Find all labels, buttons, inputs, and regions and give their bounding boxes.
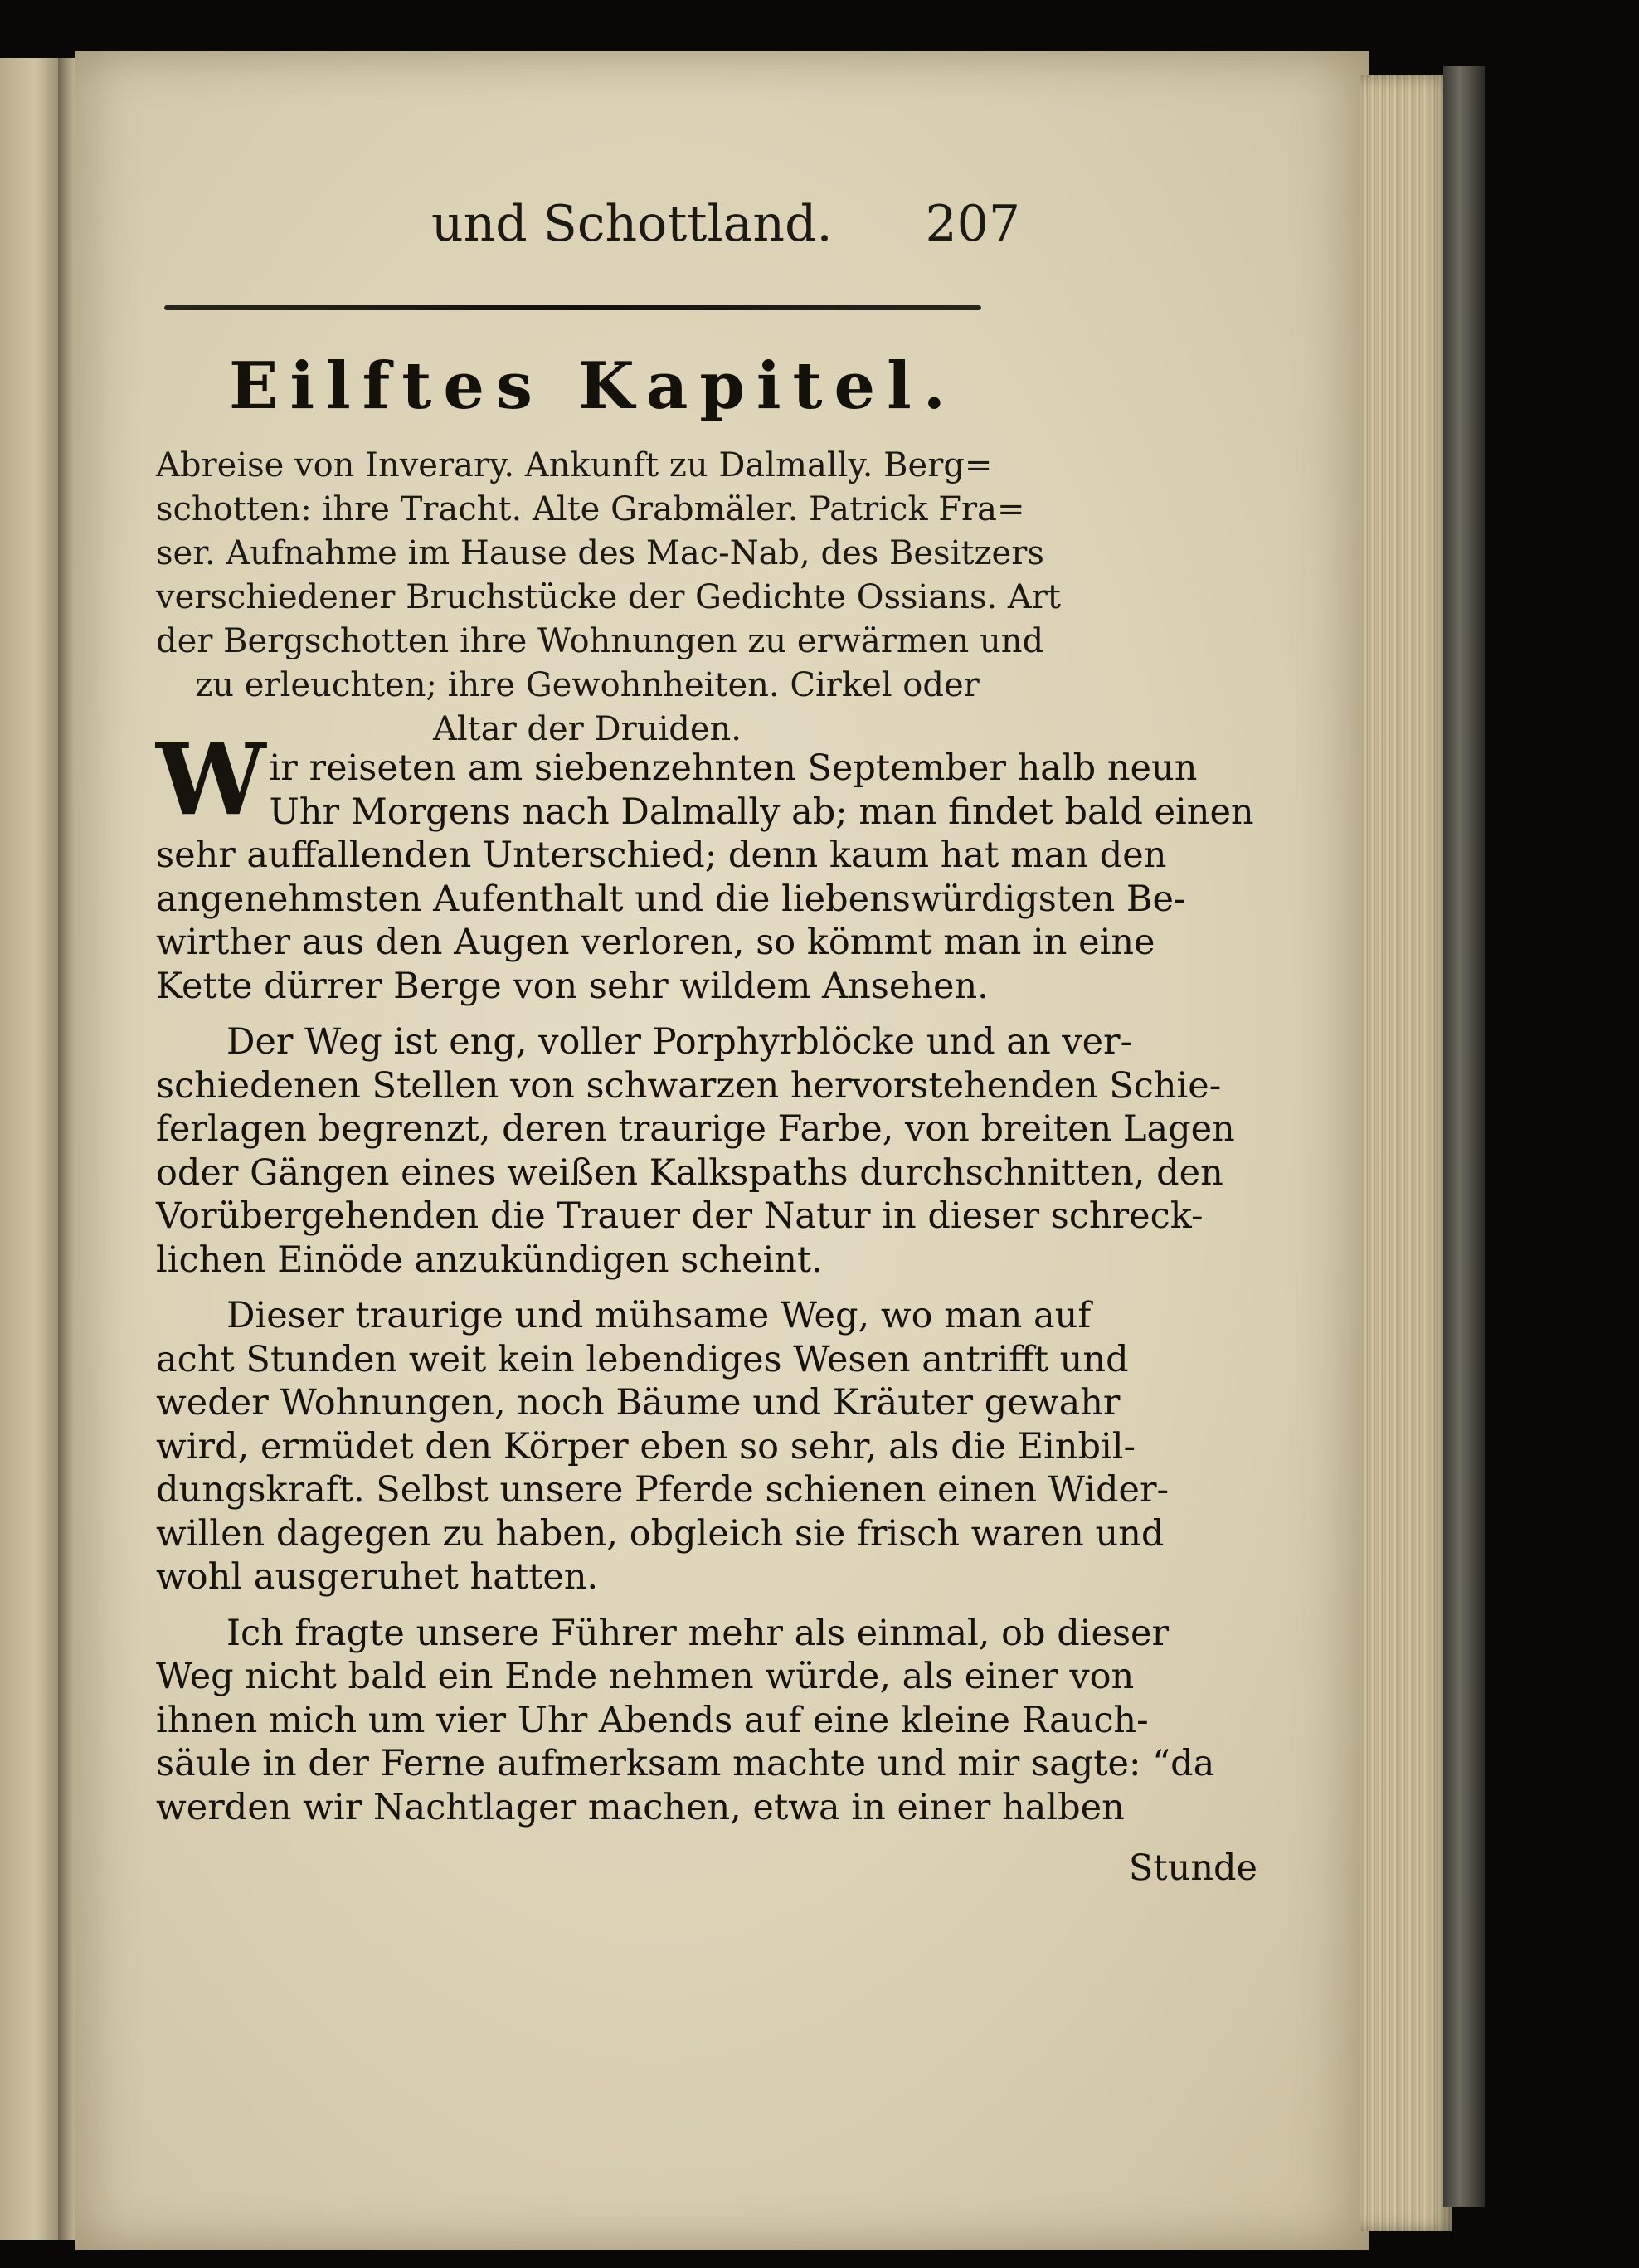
summary-line: schotten: ihre Tracht. Alte Grabmäler. Patrick Fra= <box>156 490 1025 528</box>
text-line: sehr auffallenden Unterschied; denn kaum hat man den <box>156 835 1167 876</box>
text-line: willen dagegen zu haben, obgleich sie frisch waren und <box>156 1512 1165 1555</box>
text-line: dungskraft. Selbst unsere Pferde schienen einen Wider- <box>156 1469 1170 1511</box>
text-line: Weg nicht bald ein Ende nehmen würde, als einer von <box>156 1656 1135 1697</box>
text-line: Dieser traurige und mühsame Weg, wo man auf <box>226 1295 1092 1336</box>
summary-line: Abreise von Inverary. Ankunft zu Dalmally. Berg= <box>156 446 993 484</box>
text-line: wird, ermüdet den Körper eben so sehr, als die Einbil- <box>156 1425 1136 1467</box>
text-line: lichen Einöde anzukündigen scheint. <box>156 1239 823 1281</box>
text-line: wirther aus den Augen verloren, so kömmt man in eine <box>156 922 1155 963</box>
summary-line: der Bergschotten ihre Wohnungen zu erwärmen und <box>156 622 1044 660</box>
summary-line: verschiedener Bruchstücke der Gedichte Ossians. Art <box>156 578 1061 616</box>
text-line: Ich fragte unsere Führer mehr als einmal, ob dieser <box>226 1612 1170 1654</box>
text-line: wohl ausgeruhet hatten. <box>156 1556 599 1598</box>
text-line: Uhr Morgens nach Dalmally ab; man findet bald einen <box>269 791 1254 833</box>
text-line: weder Wohnungen, noch Bäume und Kräuter gewahr <box>156 1382 1121 1424</box>
chapter-summary <box>156 444 1061 752</box>
text-line: werden wir Nachtlager machen, etwa in einer halben <box>156 1786 1125 1828</box>
text-line: säule in der Ferne aufmerksam machte und mir sagte: “da <box>156 1743 1215 1784</box>
text-line: ihnen mich um vier Uhr Abends auf eine kleine Rauch- <box>156 1699 1149 1741</box>
text-line: Vorübergehenden die Trauer der Natur in dieser schreck- <box>156 1195 1204 1237</box>
text-line: angenehmsten Aufenthalt und die liebenswürdigsten Be- <box>156 878 1186 920</box>
text-line: oder Gängen eines weißen Kalkspaths durchschnitten, den <box>156 1151 1223 1194</box>
paragraph <box>156 1020 1235 1282</box>
summary-line: ser. Aufnahme im Hause des Mac-Nab, des Besitzers <box>156 534 1044 572</box>
header-rule <box>164 305 981 310</box>
drop-cap: W <box>156 722 266 837</box>
running-title: und Schottland. <box>431 195 833 253</box>
text-line: Kette dürrer Berge von sehr wildem Ansehen. <box>156 965 989 1007</box>
text-line: Der Weg ist eng, voller Porphyrblöcke und an ver- <box>226 1021 1133 1063</box>
page-number: 207 <box>925 195 1020 253</box>
text-line: schiedenen Stellen von schwarzen hervorstehenden Schie- <box>156 1064 1222 1107</box>
paragraph <box>156 1612 1215 1830</box>
chapter-title: Eilftes Kapitel. <box>229 348 957 424</box>
summary-line: Altar der Druiden. <box>432 710 742 748</box>
left-facing-page <box>0 58 65 2240</box>
summary-line: zu erleuchten; ihre Gewohnheiten. Cirkel oder <box>195 666 980 704</box>
text-line: ferlagen begrenzt, deren traurige Farbe, von breiten Lagen <box>156 1108 1235 1150</box>
page-header <box>166 195 1020 270</box>
catchword: Stunde <box>1128 1847 1257 1889</box>
text-line: acht Stunden weit kein lebendiges Wesen antrifft und <box>156 1338 1129 1380</box>
book-cover-edge <box>1443 66 1485 2207</box>
paragraph <box>156 1294 1170 1599</box>
text-line: ir reiseten am siebenzehnten September halb neun <box>269 747 1198 789</box>
page-edges <box>1360 75 1452 2231</box>
